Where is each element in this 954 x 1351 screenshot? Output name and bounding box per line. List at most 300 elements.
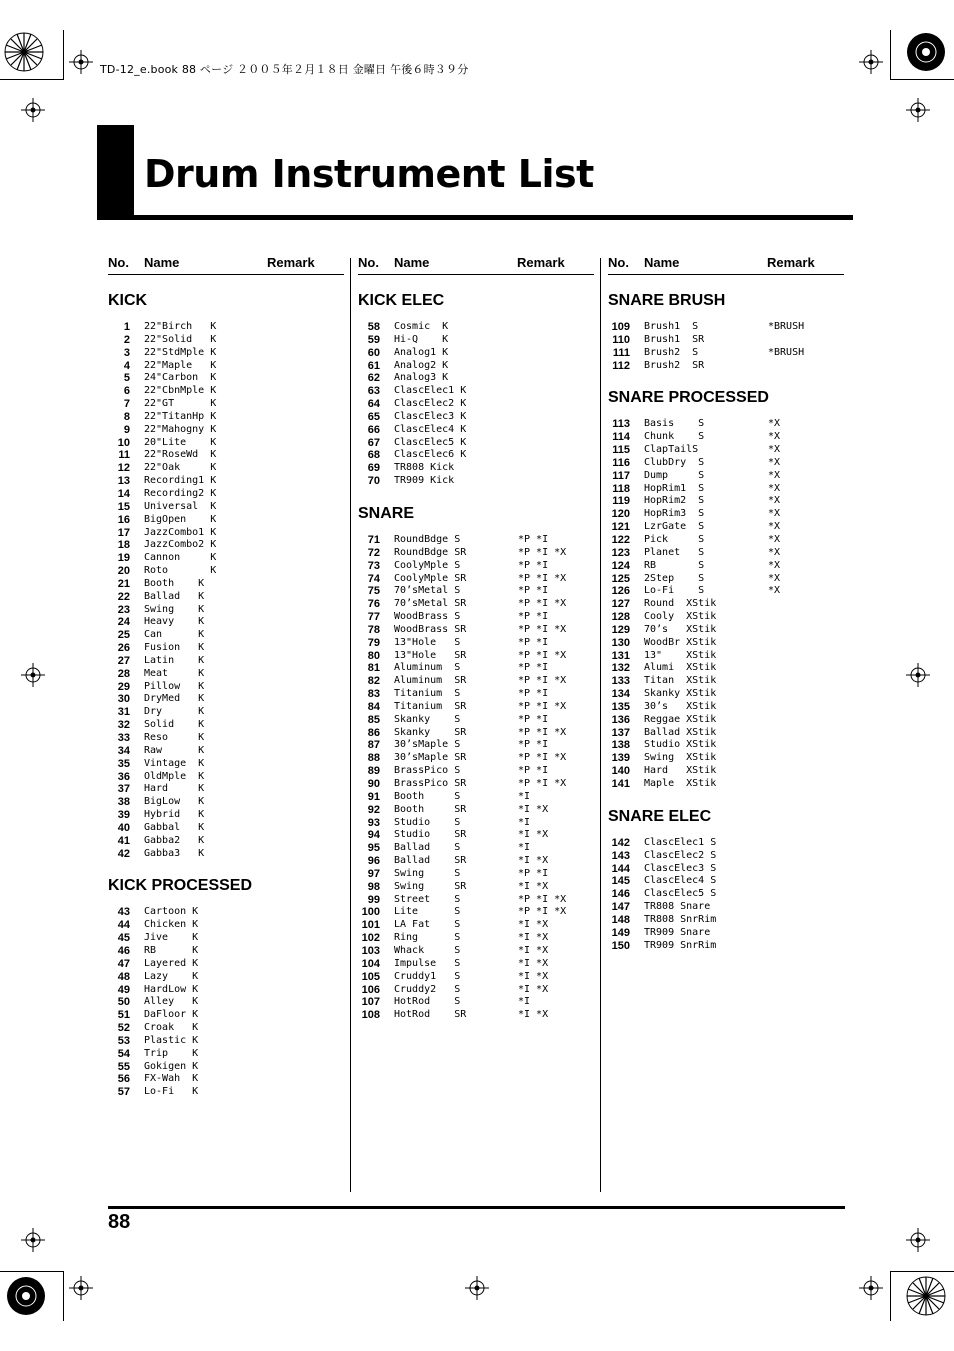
instrument-remark: *I *X [518, 855, 549, 867]
instrument-name: RoundBdge SR [394, 546, 467, 558]
instrument-name: 13"Hole S [394, 636, 461, 648]
instrument-row [358, 585, 594, 598]
instrument-no: 82 [367, 675, 380, 688]
column-header-no: No. [358, 255, 379, 270]
instrument-name: Fusion K [144, 642, 205, 654]
instrument-no: 40 [117, 821, 130, 834]
instrument-name: Brush1 S [644, 321, 699, 332]
instrument-no: 117 [612, 469, 630, 482]
instrument-remark: *X [768, 495, 781, 507]
instrument-row [358, 611, 594, 624]
crop-line-br-h [890, 1271, 954, 1272]
instrument-no: 32 [117, 719, 130, 732]
instrument-name: Croak K [144, 1022, 199, 1034]
instrument-row [608, 650, 844, 663]
instrument-row [108, 958, 344, 971]
instrument-name: Lite S [394, 906, 461, 918]
instrument-name: Recording2 K [144, 487, 217, 499]
instrument-no: 96 [367, 855, 380, 868]
instrument-row [108, 372, 344, 385]
instrument-row [108, 668, 344, 681]
instrument-row [358, 971, 594, 984]
section-title: SNARE BRUSH [608, 292, 726, 309]
instrument-row [608, 765, 844, 778]
instrument-row [608, 739, 844, 752]
instrument-no: 101 [361, 919, 380, 932]
instrument-remark: *P *I *X [518, 700, 567, 712]
instrument-no: 86 [367, 726, 380, 739]
instrument-name: Cruddy1 S [394, 970, 461, 982]
instrument-row [108, 1086, 344, 1099]
instrument-row [108, 360, 344, 373]
instrument-name: Chicken K [144, 919, 199, 931]
instrument-name: Swing XStik [644, 752, 717, 764]
instrument-row [358, 675, 594, 688]
instrument-no: 2 [123, 333, 130, 346]
instrument-name: 70’sMetal SR [394, 598, 467, 610]
instrument-no: 128 [611, 611, 630, 624]
instrument-row [608, 901, 844, 914]
instrument-row [108, 771, 344, 784]
instrument-section [108, 291, 344, 860]
instrument-no: 108 [361, 1009, 380, 1022]
instrument-remark: *P *I [518, 585, 549, 597]
instrument-no: 125 [611, 572, 630, 585]
instrument-no: 47 [117, 957, 130, 970]
column-header [608, 252, 844, 275]
instrument-name: HardLow K [144, 983, 199, 995]
instrument-name: 30’s XStik [644, 700, 717, 712]
instrument-name: 30’sMaple SR [394, 752, 467, 764]
instrument-name: BigLow K [144, 796, 205, 808]
instrument-remark: *I *X [518, 919, 549, 931]
instrument-name: RB S [644, 559, 705, 571]
instrument-row [358, 984, 594, 997]
instrument-name: Plastic K [144, 1034, 199, 1046]
instrument-no: 137 [611, 726, 630, 739]
instrument-row [108, 411, 344, 424]
instrument-remark: *P *I [518, 867, 549, 879]
instrument-row [108, 437, 344, 450]
instrument-remark: *I *X [518, 880, 549, 892]
instrument-no: 104 [361, 957, 380, 970]
instrument-no: 118 [612, 482, 630, 495]
instrument-remark: *P *I [518, 559, 549, 571]
instrument-row [358, 624, 594, 637]
instrument-no: 46 [117, 944, 130, 957]
crosshair-mark-left-lower [21, 1228, 45, 1252]
instrument-row [108, 706, 344, 719]
crosshair-mark-bottom-right [859, 1276, 883, 1300]
instrument-no: 84 [367, 700, 380, 713]
crosshair-mark-top-right [859, 50, 883, 74]
instrument-no: 13 [117, 475, 130, 488]
instrument-name: TR909 SnrRim [644, 939, 717, 951]
instrument-row [108, 1009, 344, 1022]
instrument-row [108, 822, 344, 835]
instrument-no: 71 [367, 533, 380, 546]
instrument-row [108, 719, 344, 732]
instrument-row [608, 470, 844, 483]
column-header-remark: Remark [267, 255, 315, 270]
instrument-name: Chunk S [644, 431, 705, 443]
instrument-row [108, 398, 344, 411]
instrument-no: 76 [367, 598, 380, 611]
instrument-row [358, 791, 594, 804]
instrument-row [608, 752, 844, 765]
instrument-row [108, 783, 344, 796]
instrument-name: RB K [144, 944, 199, 956]
instrument-no: 115 [612, 444, 630, 457]
instrument-name: JazzCombo1 K [144, 526, 217, 538]
instrument-name: Gabba3 K [144, 847, 205, 859]
instrument-no: 87 [367, 739, 380, 752]
instrument-name: Raw K [144, 744, 205, 756]
section-title: SNARE ELEC [608, 807, 712, 825]
instrument-column-3 [608, 252, 844, 952]
instrument-no: 11 [118, 449, 130, 462]
instrument-remark: *P *I [518, 533, 549, 545]
instrument-no: 146 [611, 888, 630, 901]
column-header-name: Name [394, 255, 430, 270]
instrument-name: Gokigen K [144, 1060, 199, 1072]
instrument-row [608, 585, 844, 598]
instrument-name: Aluminum SR [394, 675, 467, 687]
instrument-no: 150 [611, 939, 630, 952]
instrument-no: 90 [367, 778, 380, 790]
instrument-remark: *X [768, 431, 781, 443]
instrument-row [608, 560, 844, 573]
instrument-no: 70 [367, 475, 380, 488]
instrument-name: Analog3 K [394, 372, 449, 384]
instrument-name: Cooly XStik [644, 611, 717, 623]
instrument-name: Whack S [394, 944, 461, 956]
print-file-info: TD-12_e.book 88 ページ ２００５年２月１８日 金曜日 午後６時３９分 [100, 63, 469, 76]
instrument-no: 111 [612, 346, 630, 359]
instrument-name: Hard XStik [644, 765, 717, 777]
instrument-row [358, 411, 594, 424]
instrument-row [108, 681, 344, 694]
instrument-name: ClascElec2 S [644, 849, 717, 861]
crop-line-bl-v [63, 1271, 64, 1321]
instrument-row [108, 693, 344, 706]
instrument-row [358, 475, 594, 488]
instrument-remark: *X [768, 482, 781, 494]
column-separator-1 [350, 258, 351, 1192]
instrument-remark: *I *X [518, 970, 549, 982]
instrument-section [608, 291, 844, 372]
instrument-no: 1 [123, 321, 130, 333]
instrument-no: 68 [367, 449, 380, 462]
instrument-row [358, 842, 594, 855]
instrument-no: 43 [117, 906, 130, 919]
instrument-no: 52 [117, 1022, 130, 1035]
instrument-row [108, 591, 344, 604]
instrument-remark: *X [768, 508, 781, 520]
instrument-remark: *P *I *X [518, 598, 567, 610]
instrument-row [608, 675, 844, 688]
instrument-name: Basis S [644, 418, 705, 430]
registration-mark-corner-tl [0, 28, 48, 76]
instrument-no: 126 [611, 585, 630, 598]
instrument-remark: *X [768, 572, 781, 584]
instrument-row [108, 919, 344, 932]
instrument-remark: *P *I [518, 636, 549, 648]
instrument-no: 67 [367, 436, 380, 449]
instrument-row [108, 642, 344, 655]
instrument-no: 92 [367, 803, 380, 816]
instrument-row [358, 958, 594, 971]
crosshair-mark-right-middle [906, 663, 930, 687]
instrument-name: 2Step S [644, 572, 705, 584]
instrument-name: Hi-Q K [394, 333, 449, 345]
instrument-row [358, 727, 594, 740]
instrument-no: 37 [117, 783, 130, 796]
instrument-no: 24 [117, 616, 130, 629]
instrument-no: 51 [117, 1009, 130, 1022]
instrument-row [358, 996, 594, 1009]
instrument-name: Solid K [144, 719, 205, 731]
instrument-no: 72 [367, 546, 380, 559]
instrument-name: Alumi XStik [644, 662, 717, 674]
instrument-remark: *X [768, 546, 781, 558]
instrument-remark: *BRUSH [768, 321, 805, 332]
instrument-no: 91 [367, 790, 380, 803]
instrument-name: ClubDry S [644, 456, 705, 468]
instrument-row [108, 906, 344, 919]
instrument-no: 58 [367, 321, 380, 333]
instrument-remark: *I *X [518, 944, 549, 956]
instrument-row [608, 662, 844, 675]
instrument-remark: *P *I *X [518, 572, 567, 584]
instrument-no: 123 [611, 546, 630, 559]
instrument-row [608, 875, 844, 888]
instrument-row [608, 334, 844, 347]
instrument-name: Skanky S [394, 713, 461, 725]
instrument-name: Street S [394, 893, 461, 905]
instrument-no: 124 [611, 559, 630, 572]
instrument-name: Aluminum S [394, 662, 461, 674]
instrument-row [358, 424, 594, 437]
instrument-row [358, 637, 594, 650]
instrument-name: Trip K [144, 1047, 199, 1059]
instrument-name: HotRod S [394, 996, 461, 1008]
instrument-row [358, 662, 594, 675]
instrument-no: 145 [611, 875, 630, 888]
instrument-no: 85 [367, 713, 380, 726]
instrument-name: Pick S [644, 533, 705, 545]
crop-line-tl-v [63, 30, 64, 80]
instrument-name: Skanky XStik [644, 688, 717, 700]
instrument-no: 130 [611, 636, 630, 649]
instrument-row [108, 848, 344, 861]
instrument-row [358, 701, 594, 714]
instrument-row [358, 372, 594, 385]
instrument-no: 109 [611, 321, 630, 333]
instrument-column-2 [358, 252, 594, 1022]
instrument-no: 25 [117, 629, 130, 642]
instrument-remark: *P *I *X [518, 778, 567, 789]
instrument-row [358, 598, 594, 611]
instrument-row [358, 932, 594, 945]
instrument-no: 69 [367, 462, 380, 475]
instrument-name: Booth K [144, 577, 205, 589]
instrument-name: WoodBrass S [394, 611, 461, 623]
instrument-no: 10 [117, 436, 130, 449]
instrument-name: Studio SR [394, 829, 467, 841]
instrument-name: FX-Wah K [144, 1073, 199, 1085]
instrument-no: 81 [367, 662, 380, 675]
instrument-remark: *X [768, 585, 781, 597]
instrument-name: DaFloor K [144, 1009, 199, 1021]
crop-line-tr-v [890, 30, 891, 80]
instrument-row [358, 804, 594, 817]
instrument-no: 53 [117, 1034, 130, 1047]
instrument-row [608, 573, 844, 586]
instrument-name: Skanky SR [394, 726, 467, 738]
instrument-row [358, 462, 594, 475]
instrument-row [108, 809, 344, 822]
instrument-row [108, 475, 344, 488]
instrument-no: 29 [117, 680, 130, 693]
section-title: SNARE PROCESSED [608, 389, 769, 407]
instrument-no: 141 [611, 778, 630, 790]
instrument-row [358, 347, 594, 360]
instrument-row [358, 573, 594, 586]
instrument-no: 110 [612, 333, 630, 346]
section-title: KICK ELEC [358, 292, 445, 309]
section-title: KICK PROCESSED [108, 877, 253, 895]
instrument-name: Vintage K [144, 757, 205, 769]
instrument-no: 16 [117, 513, 130, 526]
instrument-remark: *X [768, 418, 781, 430]
instrument-no: 36 [117, 770, 130, 783]
instrument-remark: *P *I *X [518, 752, 567, 764]
instrument-row [608, 360, 844, 373]
instrument-no: 138 [611, 739, 630, 752]
instrument-row [358, 688, 594, 701]
instrument-row [608, 547, 844, 560]
instrument-name: Lo-Fi S [644, 585, 705, 597]
instrument-name: BigOpen K [144, 513, 217, 525]
instrument-no: 61 [367, 359, 380, 372]
instrument-no: 50 [117, 996, 130, 1009]
instrument-no: 144 [611, 862, 630, 875]
instrument-no: 122 [611, 533, 630, 546]
instrument-name: Analog2 K [394, 359, 449, 371]
crosshair-mark-left-middle [21, 663, 45, 687]
section-title: SNARE [358, 504, 415, 522]
instrument-no: 74 [367, 572, 380, 585]
instrument-name: Brush2 S [644, 346, 699, 358]
instrument-name: Studio XStik [644, 739, 717, 751]
instrument-row [108, 462, 344, 475]
instrument-no: 129 [611, 623, 630, 636]
instrument-row [108, 655, 344, 668]
instrument-remark: *X [768, 469, 781, 481]
instrument-no: 57 [117, 1086, 130, 1099]
instrument-row [608, 727, 844, 740]
instrument-no: 135 [611, 700, 630, 713]
instrument-name: TR808 Snare [644, 901, 711, 913]
column-header [108, 252, 344, 275]
instrument-name: Studio S [394, 816, 461, 828]
instrument-name: HopRim1 S [644, 482, 705, 494]
instrument-name: 24"Carbon K [144, 372, 217, 384]
instrument-no: 63 [367, 385, 380, 398]
instrument-no: 116 [612, 456, 630, 469]
instrument-no: 27 [117, 654, 130, 667]
instrument-remark: *I [518, 816, 531, 828]
instrument-no: 5 [123, 372, 130, 385]
instrument-row [108, 449, 344, 462]
instrument-row [108, 932, 344, 945]
instrument-name: Alley K [144, 996, 199, 1008]
instrument-section [358, 504, 594, 1022]
instrument-section [608, 807, 844, 953]
instrument-row [358, 547, 594, 560]
instrument-name: HotRod SR [394, 1009, 467, 1021]
instrument-no: 148 [611, 913, 630, 926]
instrument-no: 56 [117, 1073, 130, 1086]
instrument-remark: *I [518, 842, 531, 854]
registration-mark-corner-tr [902, 28, 950, 76]
instrument-no: 28 [117, 667, 130, 680]
instrument-row [358, 894, 594, 907]
instrument-row [608, 778, 844, 791]
instrument-name: ClascElec5 K [394, 436, 467, 448]
instrument-row [358, 321, 594, 334]
instrument-no: 8 [123, 410, 130, 423]
instrument-no: 106 [361, 983, 380, 996]
instrument-no: 99 [367, 893, 380, 906]
instrument-row [108, 424, 344, 437]
instrument-row [358, 855, 594, 868]
instrument-row [358, 714, 594, 727]
instrument-name: Titan XStik [644, 675, 717, 687]
instrument-no: 6 [123, 385, 130, 398]
instrument-remark: *P *I *X [518, 623, 567, 635]
instrument-no: 120 [611, 508, 630, 521]
instrument-remark: *P *I [518, 739, 549, 751]
instrument-remark: *P *I [518, 688, 549, 700]
instrument-no: 88 [367, 752, 380, 765]
instrument-no: 75 [367, 585, 380, 598]
section-title: KICK [108, 292, 148, 309]
instrument-row [108, 321, 344, 334]
instrument-no: 41 [117, 834, 130, 847]
instrument-no: 33 [117, 732, 130, 744]
instrument-remark: *P *I *X [518, 675, 567, 687]
instrument-name: Titanium S [394, 688, 461, 700]
instrument-name: Swing K [144, 603, 205, 615]
instrument-remark: *I *X [518, 1009, 549, 1021]
instrument-name: RoundBdge S [394, 533, 461, 545]
instrument-no: 133 [611, 675, 630, 688]
instrument-name: Layered K [144, 957, 199, 969]
instrument-no: 98 [367, 880, 380, 893]
instrument-name: TR909 Kick [394, 475, 455, 487]
instrument-no: 34 [117, 744, 130, 757]
instrument-row [608, 483, 844, 496]
instrument-section [358, 291, 594, 488]
instrument-no: 103 [361, 944, 380, 957]
instrument-row [108, 732, 344, 745]
instrument-no: 77 [367, 611, 380, 624]
instrument-no: 149 [611, 926, 630, 939]
instrument-remark: *X [768, 456, 781, 468]
instrument-remark: *P *I *X [518, 546, 567, 558]
